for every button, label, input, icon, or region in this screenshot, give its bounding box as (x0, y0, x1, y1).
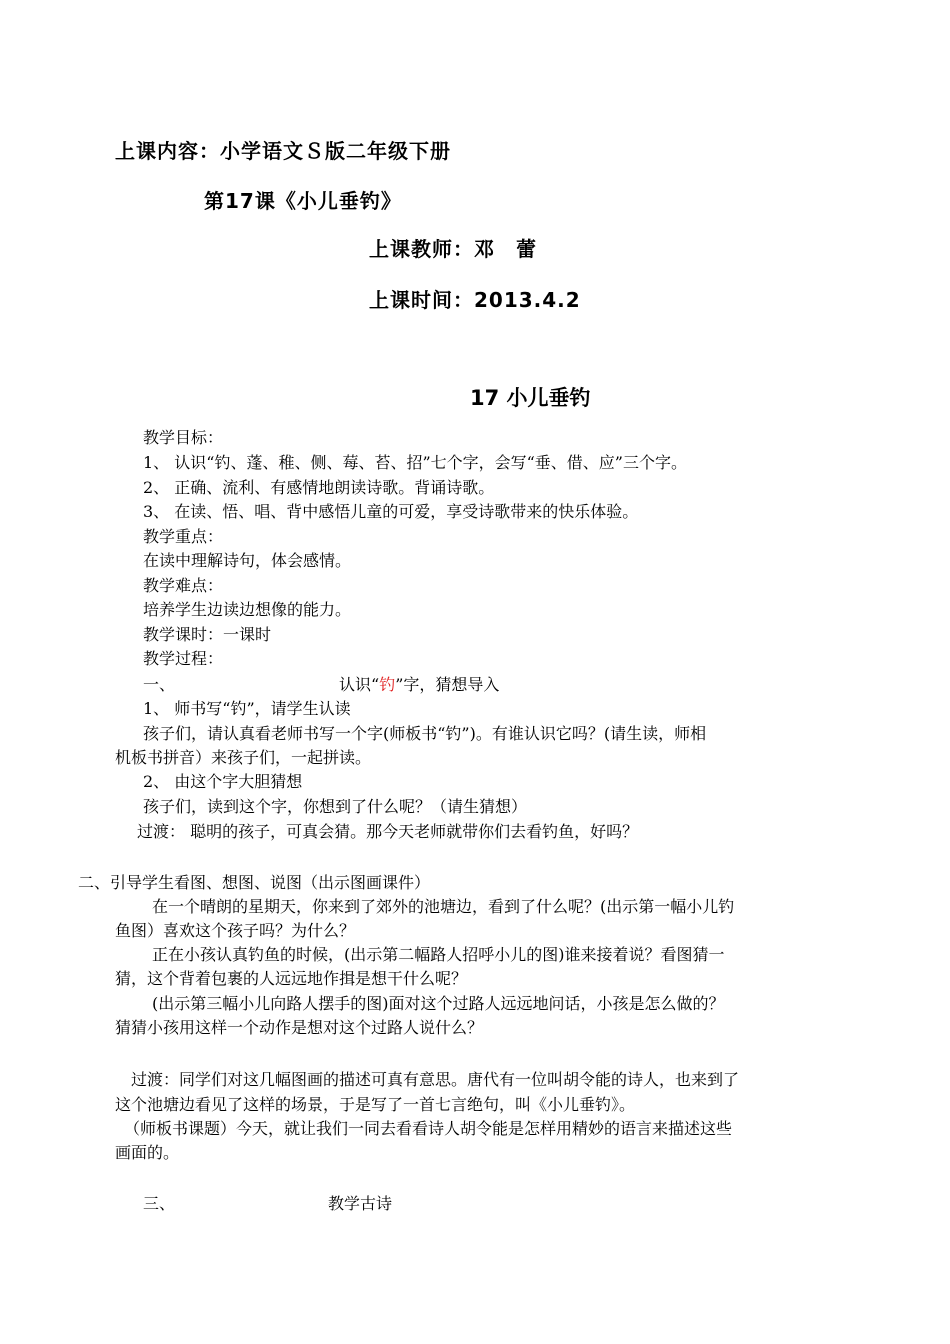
paragraph-line: (出示第三幅小儿向路人摆手的图)面对这个过路人远远地问话，小孩是怎么做的？ (152, 994, 725, 1013)
transition-line: 过渡： 聪明的孩子，可真会猜。那今天老师就带你们去看钓鱼，好吗？ (137, 822, 639, 841)
section-title: 教学古诗 (328, 1194, 393, 1213)
paragraph-line: 猜猜小孩用这样一个动作是想对这个过路人说什么？ (115, 1018, 484, 1037)
paragraph-line: （师板书课题）今天，就让我们一同去看看诗人胡令能是怎样用精妙的语言来描述这些 (124, 1119, 733, 1138)
key-point-text: 在读中理解诗句，体会感情。 (143, 551, 352, 570)
paragraph-line: 画面的。 (115, 1143, 180, 1162)
goal-item: 1、 认识“钓、蓬、稚、侧、莓、苔、招”七个字，会写“垂、借、应”三个字。 (143, 453, 687, 472)
header-lesson: 第17课《小儿垂钓》 (204, 189, 402, 213)
page-title: 17 小儿垂钓 (470, 386, 591, 410)
transition-line: 过渡：同学们对这几幅图画的描述可真有意思。唐代有一位叫胡令能的诗人，也来到了 (131, 1070, 740, 1089)
process-heading: 教学过程： (143, 649, 224, 668)
goals-heading: 教学目标： (143, 428, 224, 447)
section-number: 三、 (143, 1194, 176, 1213)
header-content: 上课内容：小学语文Ｓ版二年级下册 (115, 139, 451, 163)
paragraph-line: 正在小孩认真钓鱼的时候，(出示第二幅路人招呼小儿的图)谁来接着说？看图猜一 (152, 945, 725, 964)
section-one-heading (143, 677, 499, 693)
difficulty-heading: 教学难点： (143, 576, 224, 595)
difficulty-text: 培养学生边读边想像的能力。 (143, 600, 352, 619)
step-heading: 2、 由这个字大胆猜想 (143, 772, 303, 791)
header-time: 上课时间：2013.4.2 (369, 288, 581, 312)
paragraph-line: 在一个晴朗的星期天，你来到了郊外的池塘边，看到了什么呢？(出示第一幅小儿钓 (152, 897, 735, 916)
section-number: 一、 (143, 675, 176, 694)
class-hours: 教学课时：一课时 (143, 625, 272, 644)
section-three-heading (143, 1196, 392, 1212)
section-title-pre: 认识“ (339, 675, 380, 694)
goal-item: 3、 在读、悟、唱、背中感悟儿童的可爱，享受诗歌带来的快乐体验。 (143, 502, 639, 521)
transition-line: 这个池塘边看见了这样的场景，于是写了一首七言绝句，叫《小儿垂钓》。 (115, 1095, 636, 1114)
paragraph-line: 孩子们，读到这个字，你想到了什么呢？（请生猜想） (143, 797, 528, 816)
key-point-heading: 教学重点： (143, 527, 224, 546)
header-teacher: 上课教师：邓 蕾 (369, 237, 537, 261)
paragraph-line: 孩子们，请认真看老师书写一个字(师板书“钓”)。有谁认识它吗？(请生读，师相 (143, 724, 707, 743)
section-title-post: ”字，猜想导入 (395, 675, 500, 694)
paragraph-line: 鱼图）喜欢这个孩子吗？为什么？ (115, 921, 356, 940)
paragraph-line: 机板书拼音）来孩子们，一起拼读。 (115, 748, 372, 767)
goal-item: 2、 正确、流利、有感情地朗读诗歌。背诵诗歌。 (143, 478, 495, 497)
highlight-char: 钓 (379, 675, 396, 694)
section-two-heading: 二、引导学生看图、想图、说图（出示图画课件） (78, 873, 431, 892)
paragraph-line: 猜，这个背着包裹的人远远地作揖是想干什么呢？ (115, 969, 468, 988)
step-heading: 1、 师书写“钓”，请学生认读 (143, 699, 351, 718)
